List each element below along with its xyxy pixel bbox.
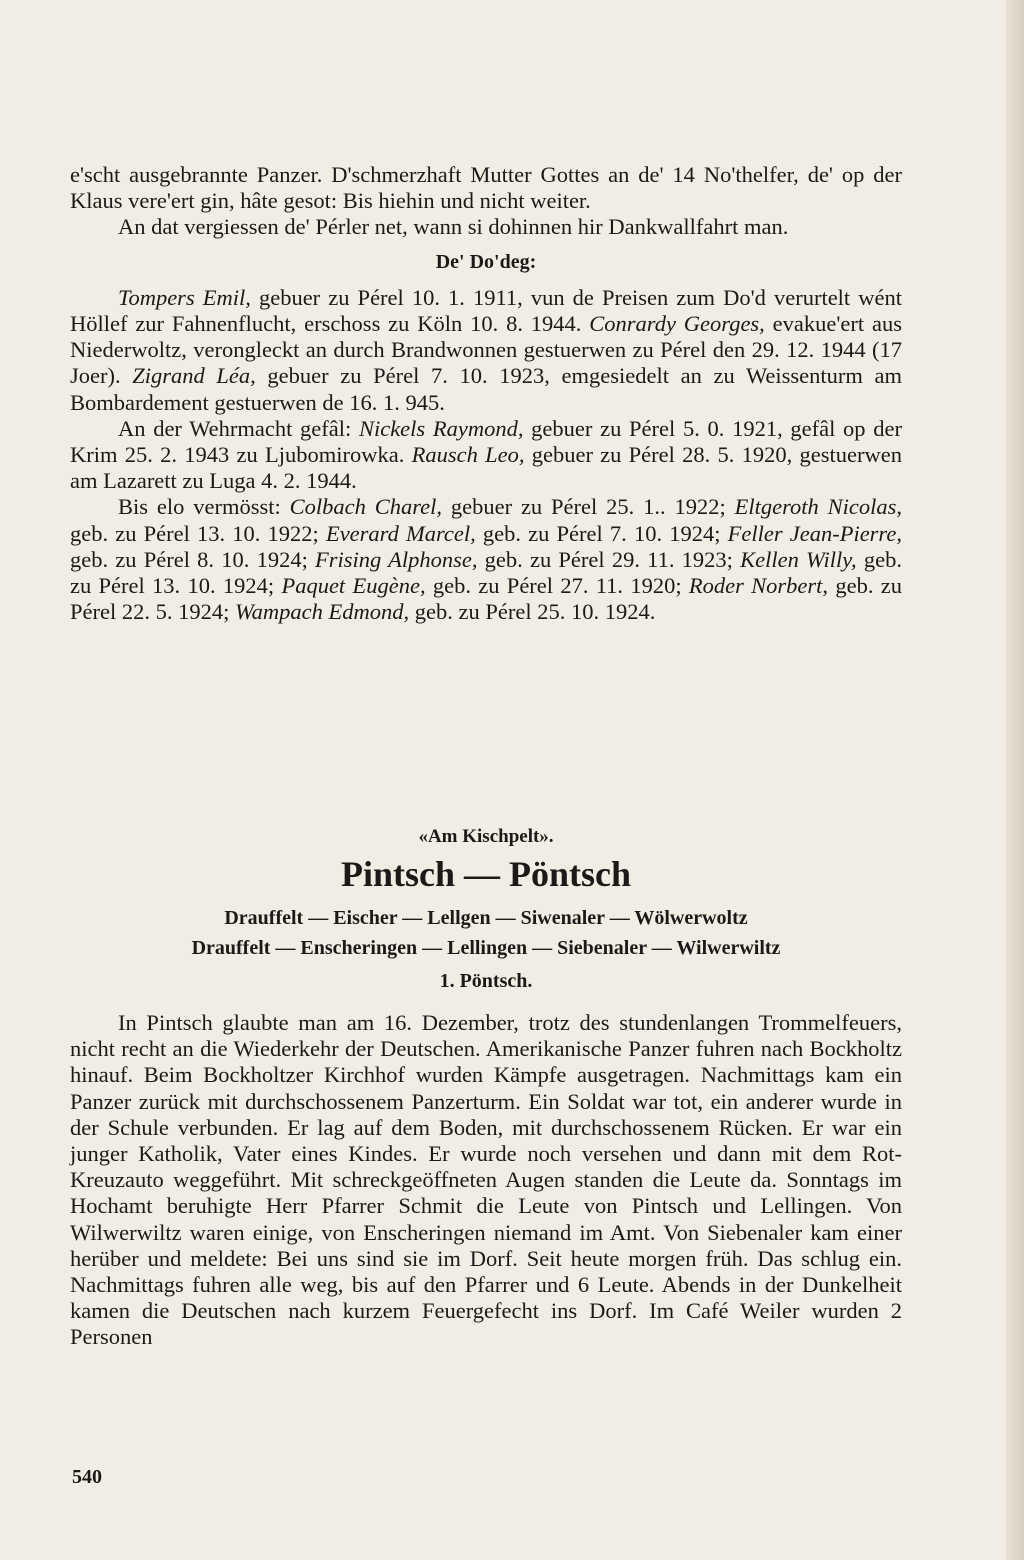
text-run: gebuer zu Pérel 5. 0. 1921, gefâl op der Krim 25. 2. 1943 zu Ljubomirowka.	[70, 415, 902, 468]
text-run: geb. zu Pérel 25. 10. 1924.	[409, 599, 656, 625]
person-name: Paquet Eugène,	[281, 573, 426, 599]
page-title: Pintsch — Pöntsch	[340, 854, 632, 894]
person-name: Frising Alphonse,	[315, 546, 478, 572]
paragraph-3	[70, 285, 902, 416]
text-run: geb. zu Pérel 8. 10. 1924;	[70, 546, 316, 572]
page-number: 540	[72, 1466, 102, 1488]
person-name: Conrardy Georges,	[589, 311, 765, 337]
text-run: gebuer zu Pérel 10. 1. 1911, vun de Preisen zum Do'd verurtelt wént Höllef zur Fahnenflucht, erschoss zu Köln 10. 8. 1944.	[70, 284, 902, 337]
section-dodeg	[70, 162, 902, 625]
text-run: gebuer zu Pérel 28. 5. 1920, gestuerwen am Lazarett zu Luga 4. 2. 1944.	[70, 442, 902, 494]
text-run: geb. zu Pérel 7. 10. 1924;	[475, 520, 728, 546]
paragraph-2: An dat vergiessen de' Pérler net, wann si dohinnen hir Dankwallfahrt man.	[118, 214, 789, 240]
text-run: gebuer zu Pérel 25. 1.. 1922;	[442, 494, 735, 520]
person-name: Zigrand Léa,	[132, 363, 256, 389]
text-run: geb. zu Pérel 22. 5. 1924;	[70, 573, 903, 625]
text-run: geb. zu Pérel 13. 10. 1924;	[70, 546, 902, 599]
section-pontsch	[70, 1010, 902, 1351]
villages-german: Drauffelt — Enscheringen — Lellingen — Siebenaler — Wilwerwiltz	[191, 937, 781, 959]
chapter-label: «Am Kischpelt».	[418, 826, 554, 847]
text-run: geb. zu Pérel 29. 11. 1923;	[477, 546, 741, 572]
page-edge	[1006, 0, 1024, 1560]
person-name: Wampach Edmond,	[234, 599, 410, 625]
text-run: An der Wehrmacht gefâl:	[118, 415, 359, 441]
text-run: gebuer zu Pérel 7. 10. 1923, emgesiedelt an zu Weissenturm am Bombardement gestuerwen de 16. 1. 945.	[70, 363, 902, 415]
person-name: Feller Jean-Pierre,	[727, 520, 902, 546]
person-name: Colbach Charel,	[289, 494, 442, 520]
villages-luxembourgish: Drauffelt — Eischer — Lellgen — Siwenaler — Wölwerwoltz	[224, 907, 748, 929]
text-run: geb. zu Pérel 13. 10. 1922;	[70, 520, 326, 546]
text-run: geb. zu Pérel 27. 11. 1920;	[425, 573, 689, 599]
section-heading: De' Do'deg:	[435, 250, 537, 273]
person-name: Nickels Raymond,	[358, 415, 524, 441]
person-name: Tompers Emil,	[118, 284, 251, 310]
text-run: Bis elo vermösst:	[118, 494, 290, 520]
person-name: Kellen Willy,	[740, 546, 857, 572]
person-name: Everard Marcel,	[325, 520, 476, 546]
person-name: Roder Norbert,	[688, 573, 829, 599]
paragraph-5	[70, 494, 902, 625]
paragraph-1: e'scht ausgebrannte Panzer. D'schmerzhaft Mutter Gottes an de' 14 No'thelfer, de' op der Klaus vere'ert gin, hâte gesot: Bis hiehin und nicht weiter.	[70, 162, 902, 214]
paragraph-pontsch: In Pintsch glaubte man am 16. Dezember, trotz des stundenlangen Trommelfeuers, nicht recht an die Wiederkehr der Deutschen. Amerikanische Panzer fuhren nach Bockholtz hinauf. Beim Bockholtzer Kirchhof wurden Kämpfe ausgetragen. Nachmittags kam ein Panzer zurück mit durchschossenem Panzerturm. Ein Soldat war tot, ein anderer wurde in der Schule verbunden. Er lag auf dem Boden, mit durchschossenem Rücken. Er war ein junger Katholik, Vater eines Kindes. Er wurde noch versehen und dann mit dem Rot-Kreuzauto weggeführt. Mit schreckgeöffneten Augen standen die Leute da. Sonntags im Hochamt beruhigte Herr Pfarrer Schmit die Leute von Pintsch und Lellingen. Von Wilwerwiltz waren einige, von Enscheringen niemand im Amt. Von Siebenaler kam einer herüber und meldete: Bei uns sind sie im Dorf. Seit heute morgen früh. Das schlug ein. Nachmittags fuhren alle weg, bis auf den Pfarrer und 6 Leute. Abends in der Dunkelheit kamen die Deutschen nach kurzem Feuergefecht ins Dorf. Im Café Weiler wurden 2 Personen	[70, 1010, 902, 1350]
paragraph-4	[70, 416, 902, 495]
text-run: evakue'ert aus Niederwoltz, verongleckt an durch Brandwonnen gestuerwen zu Pérel den 29. 12. 1944 (17 Joer).	[70, 311, 902, 389]
subsection-heading: 1. Pöntsch.	[439, 970, 533, 992]
person-name: Rausch Leo,	[411, 442, 525, 468]
person-name: Eltgeroth Nicolas,	[734, 494, 902, 520]
